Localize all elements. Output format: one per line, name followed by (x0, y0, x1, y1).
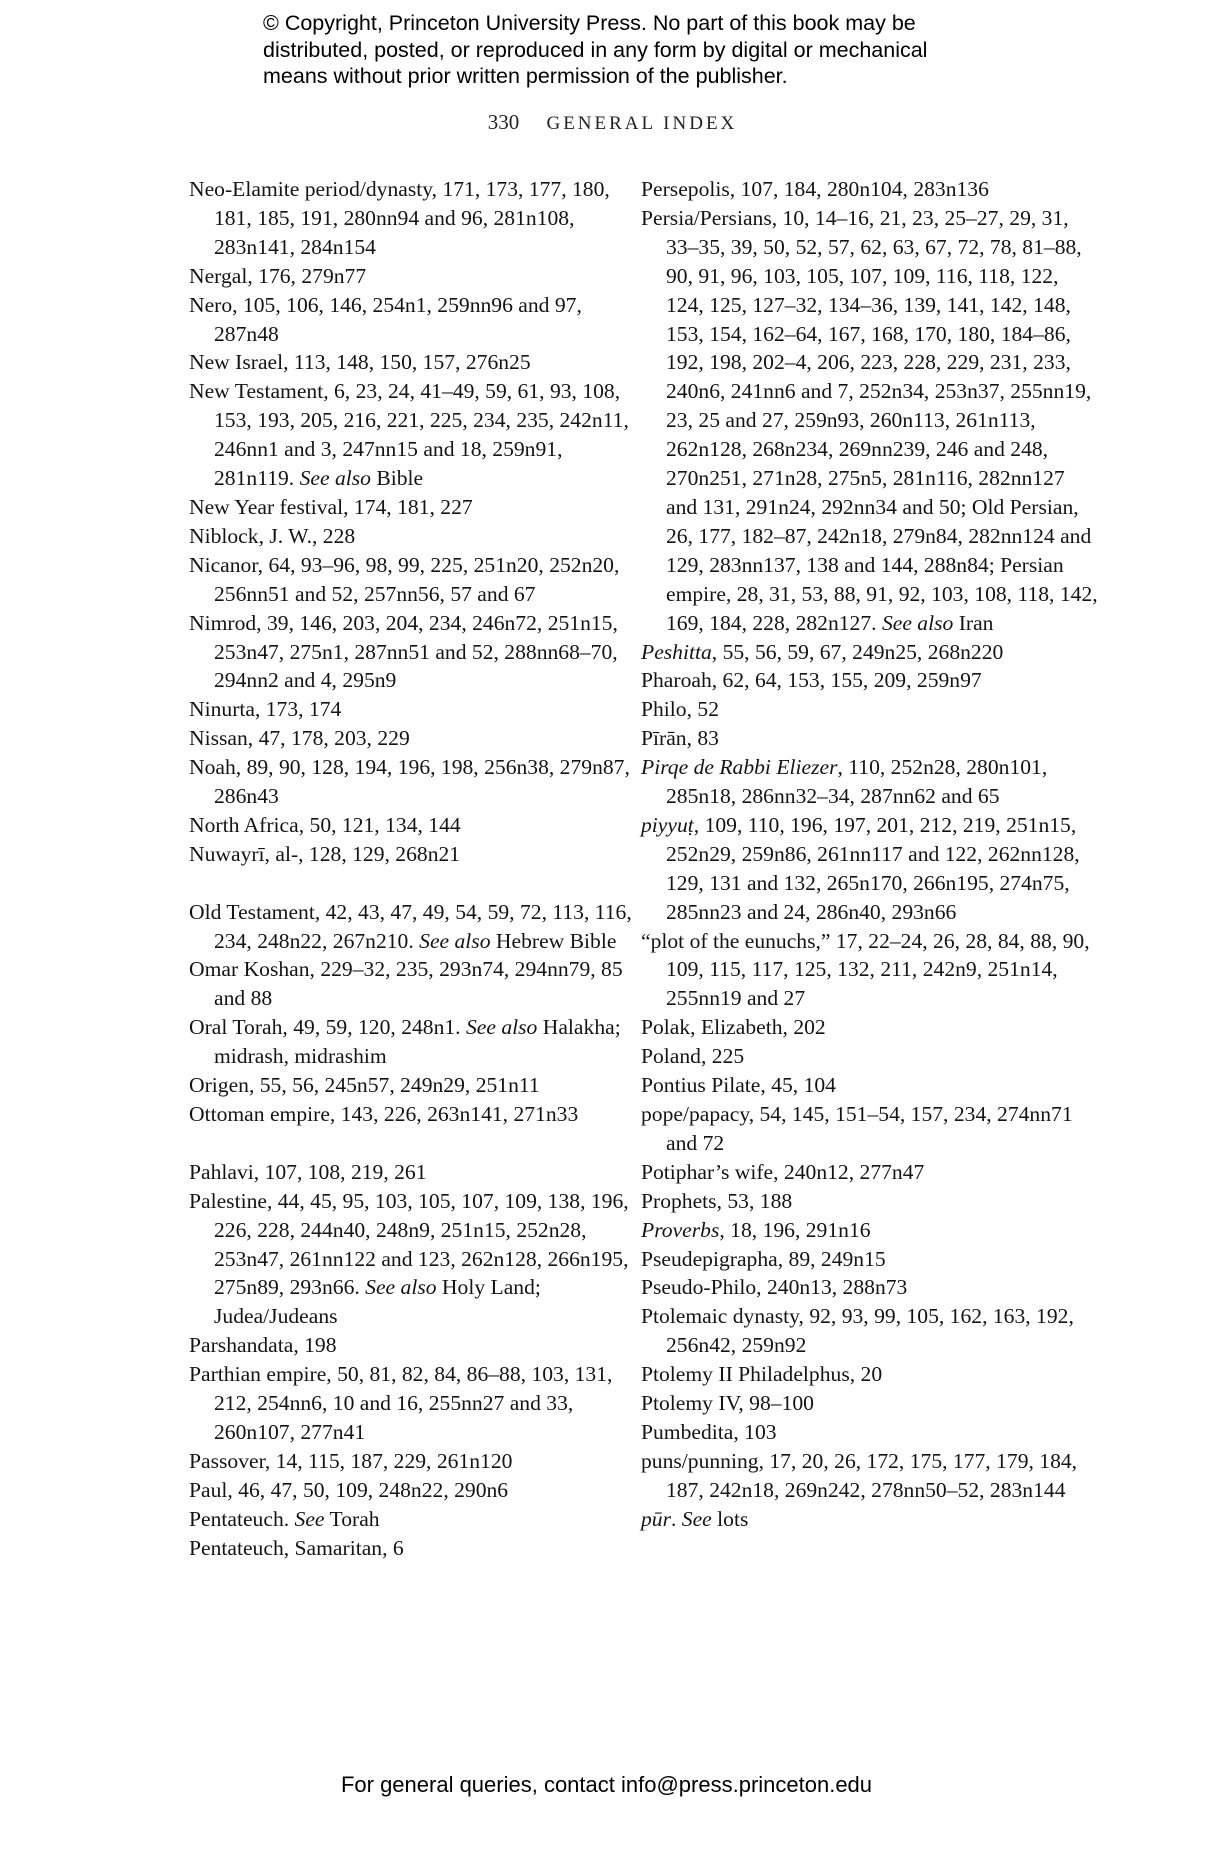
copyright-line: © Copyright, Princeton University Press. No part of this book may be (263, 11, 916, 35)
index-entry: Ptolemy II Philadelphus, 20 (641, 1362, 883, 1387)
index-entry: Pirqe de Rabbi Eliezer, 110, 252n28, 280n101, 285n18, 286nn32–34, 287nn62 and 65 (641, 755, 1048, 809)
copyright-line: distributed, posted, or reproduced in any form by digital or mechanical (263, 37, 928, 62)
index-entry: Parthian empire, 50, 81, 82, 84, 86–88, 103, 131, 212, 254nn6, 10 and 16, 255nn27 and 33, 260n107, 277n41 (189, 1362, 613, 1444)
index-entry: Omar Koshan, 229–32, 235, 293n74, 294nn79, 85 and 88 (189, 957, 623, 1011)
index-entry: Nuwayrī, al-, 128, 129, 268n21 (189, 841, 461, 866)
index-entry: Nero, 105, 106, 146, 254n1, 259nn96 and 97, 287n48 (189, 292, 582, 346)
index-entry: Pīrān, 83 (641, 726, 719, 751)
index-entry: North Africa, 50, 121, 134, 144 (189, 812, 461, 837)
index-entry: Polak, Elizabeth, 202 (641, 1015, 826, 1040)
index-entry: piyyuṭ, 109, 110, 196, 197, 201, 212, 219, 251n15, 252n29, 259n86, 261nn117 and 122, 262nn128, 129, 131 and 132, 265n170, 266n195, 274n75, 285nn23 and 24, 286n40, 293n66 (641, 812, 1080, 924)
index-entry: Potiphar’s wife, 240n12, 277n47 (641, 1159, 925, 1184)
section-gap (189, 1129, 634, 1158)
index-entry: Persepolis, 107, 184, 280n104, 283n136 (641, 177, 989, 201)
index-entry: pope/papacy, 54, 145, 151–54, 157, 234, 274nn71 and 72 (641, 1102, 1073, 1155)
index-entry: Pahlavi, 107, 108, 219, 261 (189, 1159, 427, 1184)
index-entry: Pseudo-Philo, 240n13, 288n73 (641, 1275, 908, 1300)
index-entry: Parshandata, 198 (189, 1333, 337, 1358)
index-entry: Poland, 225 (641, 1044, 745, 1069)
index-entry: Ptolemaic dynasty, 92, 93, 99, 105, 162, 163, 192, 256n42, 259n92 (641, 1304, 1074, 1358)
index-entry: Peshitta, 55, 56, 59, 67, 249n25, 268n220 (641, 639, 1004, 664)
running-head (0, 110, 1225, 135)
copyright-notice (263, 10, 1023, 90)
footer-contact: For general queries, contact info@press.princeton.edu (340, 1772, 873, 1797)
index-entry: Pharoah, 62, 64, 153, 155, 209, 259n97 (641, 668, 982, 693)
index-entry: Ottoman empire, 143, 226, 263n141, 271n33 (189, 1101, 579, 1126)
index-entry: New Year festival, 174, 181, 227 (189, 494, 473, 519)
copyright-line: means without prior written permission of the publisher. (263, 64, 788, 88)
index-entry: Pontius Pilate, 45, 104 (641, 1073, 836, 1098)
index-entry: pūr. See lots (641, 1506, 749, 1531)
index-entry: Nimrod, 39, 146, 203, 204, 234, 246n72, 251n15, 253n47, 275n1, 287nn51 and 52, 288nn68–70, 294nn2 and 4, 295n9 (189, 610, 618, 693)
index-entry: Oral Torah, 49, 59, 120, 248n1. See also Halakha; midrash, midrashim (189, 1015, 621, 1069)
index-entry: Old Testament, 42, 43, 47, 49, 54, 59, 72, 113, 116, 234, 248n22, 267n210. See also Hebrew Bible (189, 899, 632, 953)
index-entry: Origen, 55, 56, 245n57, 249n29, 251n11 (189, 1073, 540, 1098)
index-entry: Neo-Elamite period/dynasty, 171, 173, 177, 180, 181, 185, 191, 280nn94 and 96, 281n108, 283n141, 284n154 (189, 177, 610, 259)
index-entry: Ptolemy IV, 98–100 (641, 1391, 814, 1416)
index-entry: Nergal, 176, 279n77 (189, 263, 367, 288)
index-entry: Pseudepigrapha, 89, 249n15 (641, 1246, 886, 1271)
page-number: 330 (487, 110, 520, 134)
index-entry: Noah, 89, 90, 128, 194, 196, 198, 256n38, 279n87, 286n43 (189, 755, 630, 809)
index-entry: Philo, 52 (641, 697, 719, 722)
index-entry: New Israel, 113, 148, 150, 157, 276n25 (189, 350, 531, 375)
index-column-left (189, 175, 634, 1562)
index-entry: Ninurta, 173, 174 (189, 697, 342, 722)
index-entry: Pentateuch, Samaritan, 6 (189, 1535, 404, 1560)
index-entry: Palestine, 44, 45, 95, 103, 105, 107, 109, 138, 196, 226, 228, 244n40, 248n9, 251n15, 252n28, 253n47, 261nn122 and 123, 262n128, 266n195, 275n89, 293n66. See also Holy Land; Judea/Judeans (189, 1188, 629, 1329)
page-title: GENERAL INDEX (546, 113, 738, 134)
section-gap (189, 869, 634, 898)
index-entry: Passover, 14, 115, 187, 229, 261n120 (189, 1448, 513, 1473)
index-entry: New Testament, 6, 23, 24, 41–49, 59, 61, 93, 108, 153, 193, 205, 216, 221, 225, 234, 235, 242n11, 246nn1 and 3, 247nn15 and 18, 259n91, 281n119. See also Bible (189, 379, 629, 491)
index-entry: Persia/Persians, 10, 14–16, 21, 23, 25–27, 29, 31, 33–35, 39, 50, 52, 57, 62, 63, 67, 72, 78, 81–88, 90, 91, 96, 103, 105, 107, 109, 116, 118, 122, 124, 125, 127–32, 134–36, 139, 141, 142, 148, 153, 154, 162–64, 167, 168, 170, 180, 184–86, 192, 198, 202–4, 206, 223, 228, 229, 231, 233, 240n6, 241nn6 and 7, 252n34, 253n37, 255nn19, 23, 25 and 27, 259n93, 260n113, 261n113, 262n128, 268n234, 269nn239, 246 and 248, 270n251, 271n28, 275n5, 281n116, 282nn127 and 131, 291n24, 292nn34 and 50; Old Persian, 26, 177, 182–87, 242n18, 279n84, 282nn124 and 129, 283nn137, 138 and 144, 288n84; Persian empire, 28, 31, 53, 88, 91, 92, 103, 108, 118, 142, 169, 184, 228, 282n127. See also Iran (641, 205, 1098, 635)
index-entry: Pumbedita, 103 (641, 1419, 777, 1444)
index-entry: puns/punning, 17, 20, 26, 172, 175, 177, 179, 184, 187, 242n18, 269n242, 278nn50–52, 283n144 (641, 1448, 1078, 1502)
index-entry: Niblock, J. W., 228 (189, 523, 356, 548)
index-entry: Nissan, 47, 178, 203, 229 (189, 726, 410, 751)
index-column-right (641, 175, 1101, 1534)
index-entry: “plot of the eunuchs,” 17, 22–24, 26, 28, 84, 88, 90, 109, 115, 117, 125, 132, 211, 242n9, 251n14, 255nn19 and 27 (641, 928, 1090, 1011)
index-entry: Paul, 46, 47, 50, 109, 248n22, 290n6 (189, 1477, 509, 1502)
index-entry: Proverbs, 18, 196, 291n16 (641, 1217, 871, 1242)
index-entry: Nicanor, 64, 93–96, 98, 99, 225, 251n20, 252n20, 256nn51 and 52, 257nn56, 57 and 67 (189, 552, 620, 606)
index-entry: Prophets, 53, 188 (641, 1188, 793, 1213)
index-entry: Pentateuch. See Torah (189, 1506, 380, 1531)
